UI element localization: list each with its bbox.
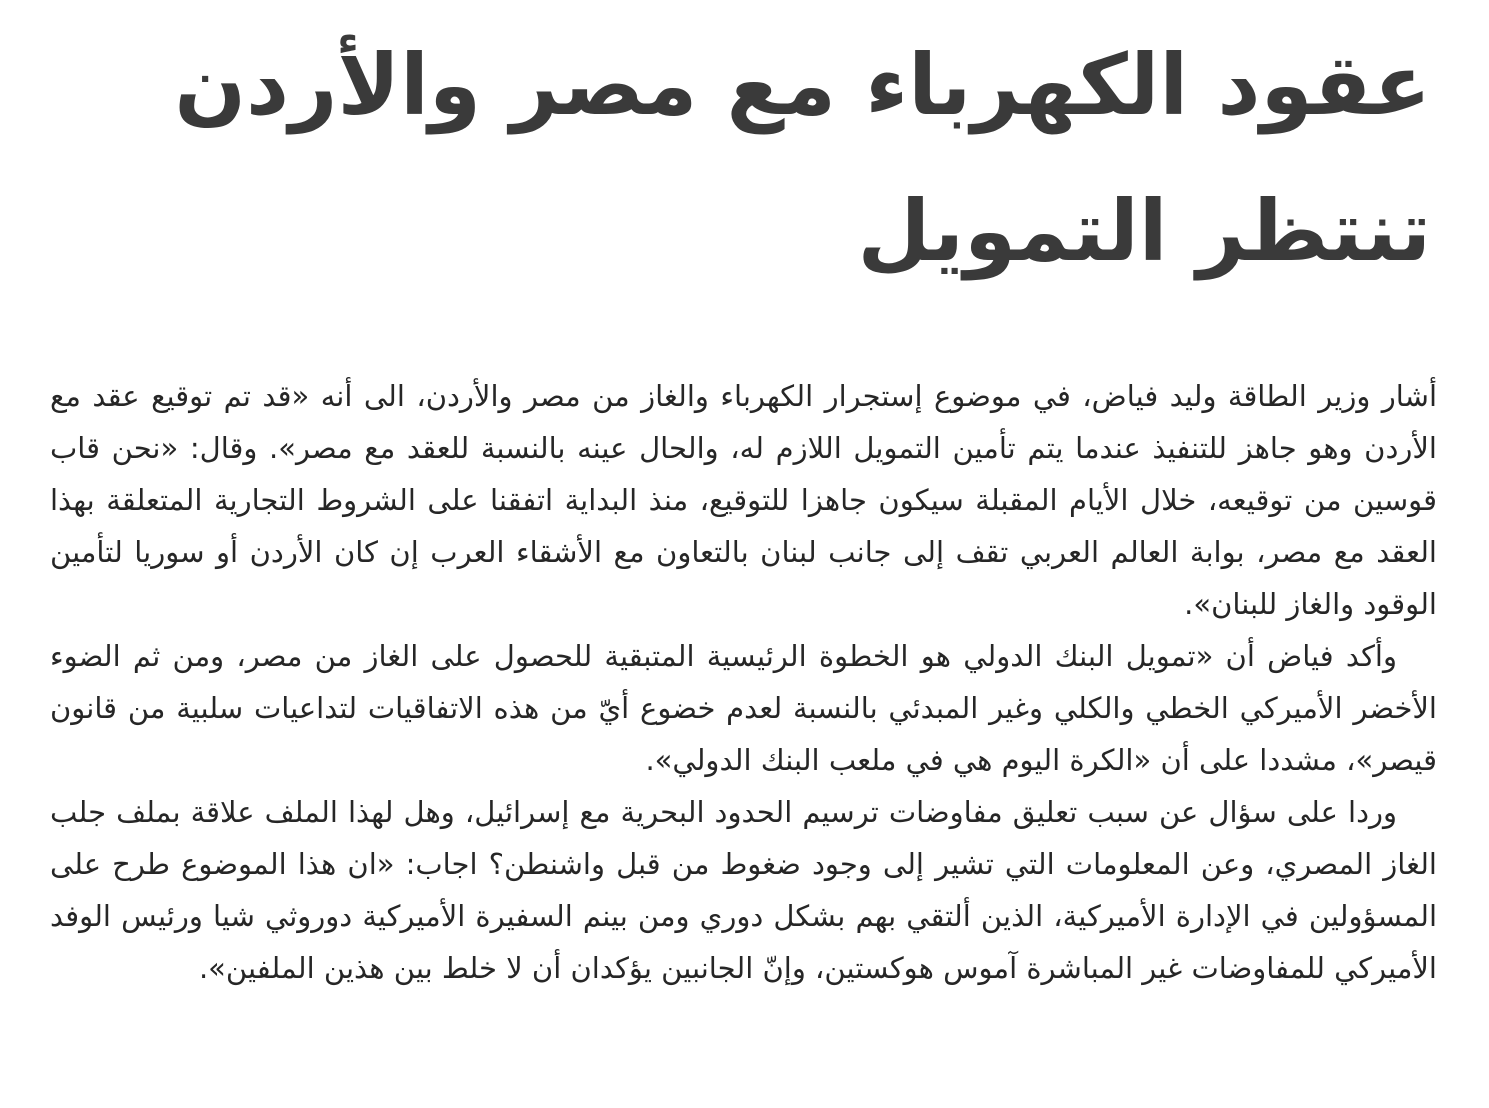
article-paragraph-3: وردا على سؤال عن سبب تعليق مفاوضات ترسيم الحدود البحرية مع إسرائيل، وهل لهذا الملف علاقة بملف جلب الغاز المصري، وعن المعلومات التي تشير إلى وجود ضغوط من قبل واشنطن؟ اجاب: «ان هذا الموضوع طرح على المسؤولين في الإدارة الأميركية، الذين ألتقي بهم بشكل دوري ومن بينم السفيرة الأميركية دوروثي شيا ورئيس الوفد الأميركي للمفاوضات غير المباشرة آموس هوكستين، وإنّ الجانبين يؤكدان أن لا خلط بين هذين الملفين».	[50, 795, 1437, 985]
article-headline	[174, 0, 1437, 304]
headline-line-1: عقود الكهرباء مع مصر والأردن	[174, 36, 1431, 134]
article-body	[50, 370, 1437, 994]
article-paragraph-1: أشار وزير الطاقة وليد فياض، في موضوع إستجرار الكهرباء والغاز من مصر والأردن، الى أنه «قد تم توقيع عقد مع الأردن وهو جاهز للتنفيذ عندما يتم تأمين التمويل اللازم له، والحال عينه بالنسبة للعقد مع مصر». وقال: «نحن قاب قوسين من توقيعه، خلال الأيام المقبلة سيكون جاهزا للتوقيع، منذ البداية اتفقنا على الشروط التجارية المتعلقة بهذا العقد مع مصر، بوابة العالم العربي تقف إلى جانب لبنان بالتعاون مع الأشقاء العرب إن كان الأردن أو سوريا لتأمين الوقود والغاز للبنان».	[50, 379, 1437, 621]
headline-line-2: تنتظر التمويل	[857, 182, 1431, 280]
article-paragraph-2: وأكد فياض أن «تمويل البنك الدولي هو الخطوة الرئيسية المتبقية للحصول على الغاز من مصر، ومن ثم الضوء الأخضر الأميركي الخطي والكلي وغير المبدئي بالنسبة لعدم خضوع أيّ من هذه الاتفاقيات لتداعيات سلبية من قانون قيصر»، مشددا على أن «الكرة اليوم هي في ملعب البنك الدولي».	[50, 639, 1437, 777]
